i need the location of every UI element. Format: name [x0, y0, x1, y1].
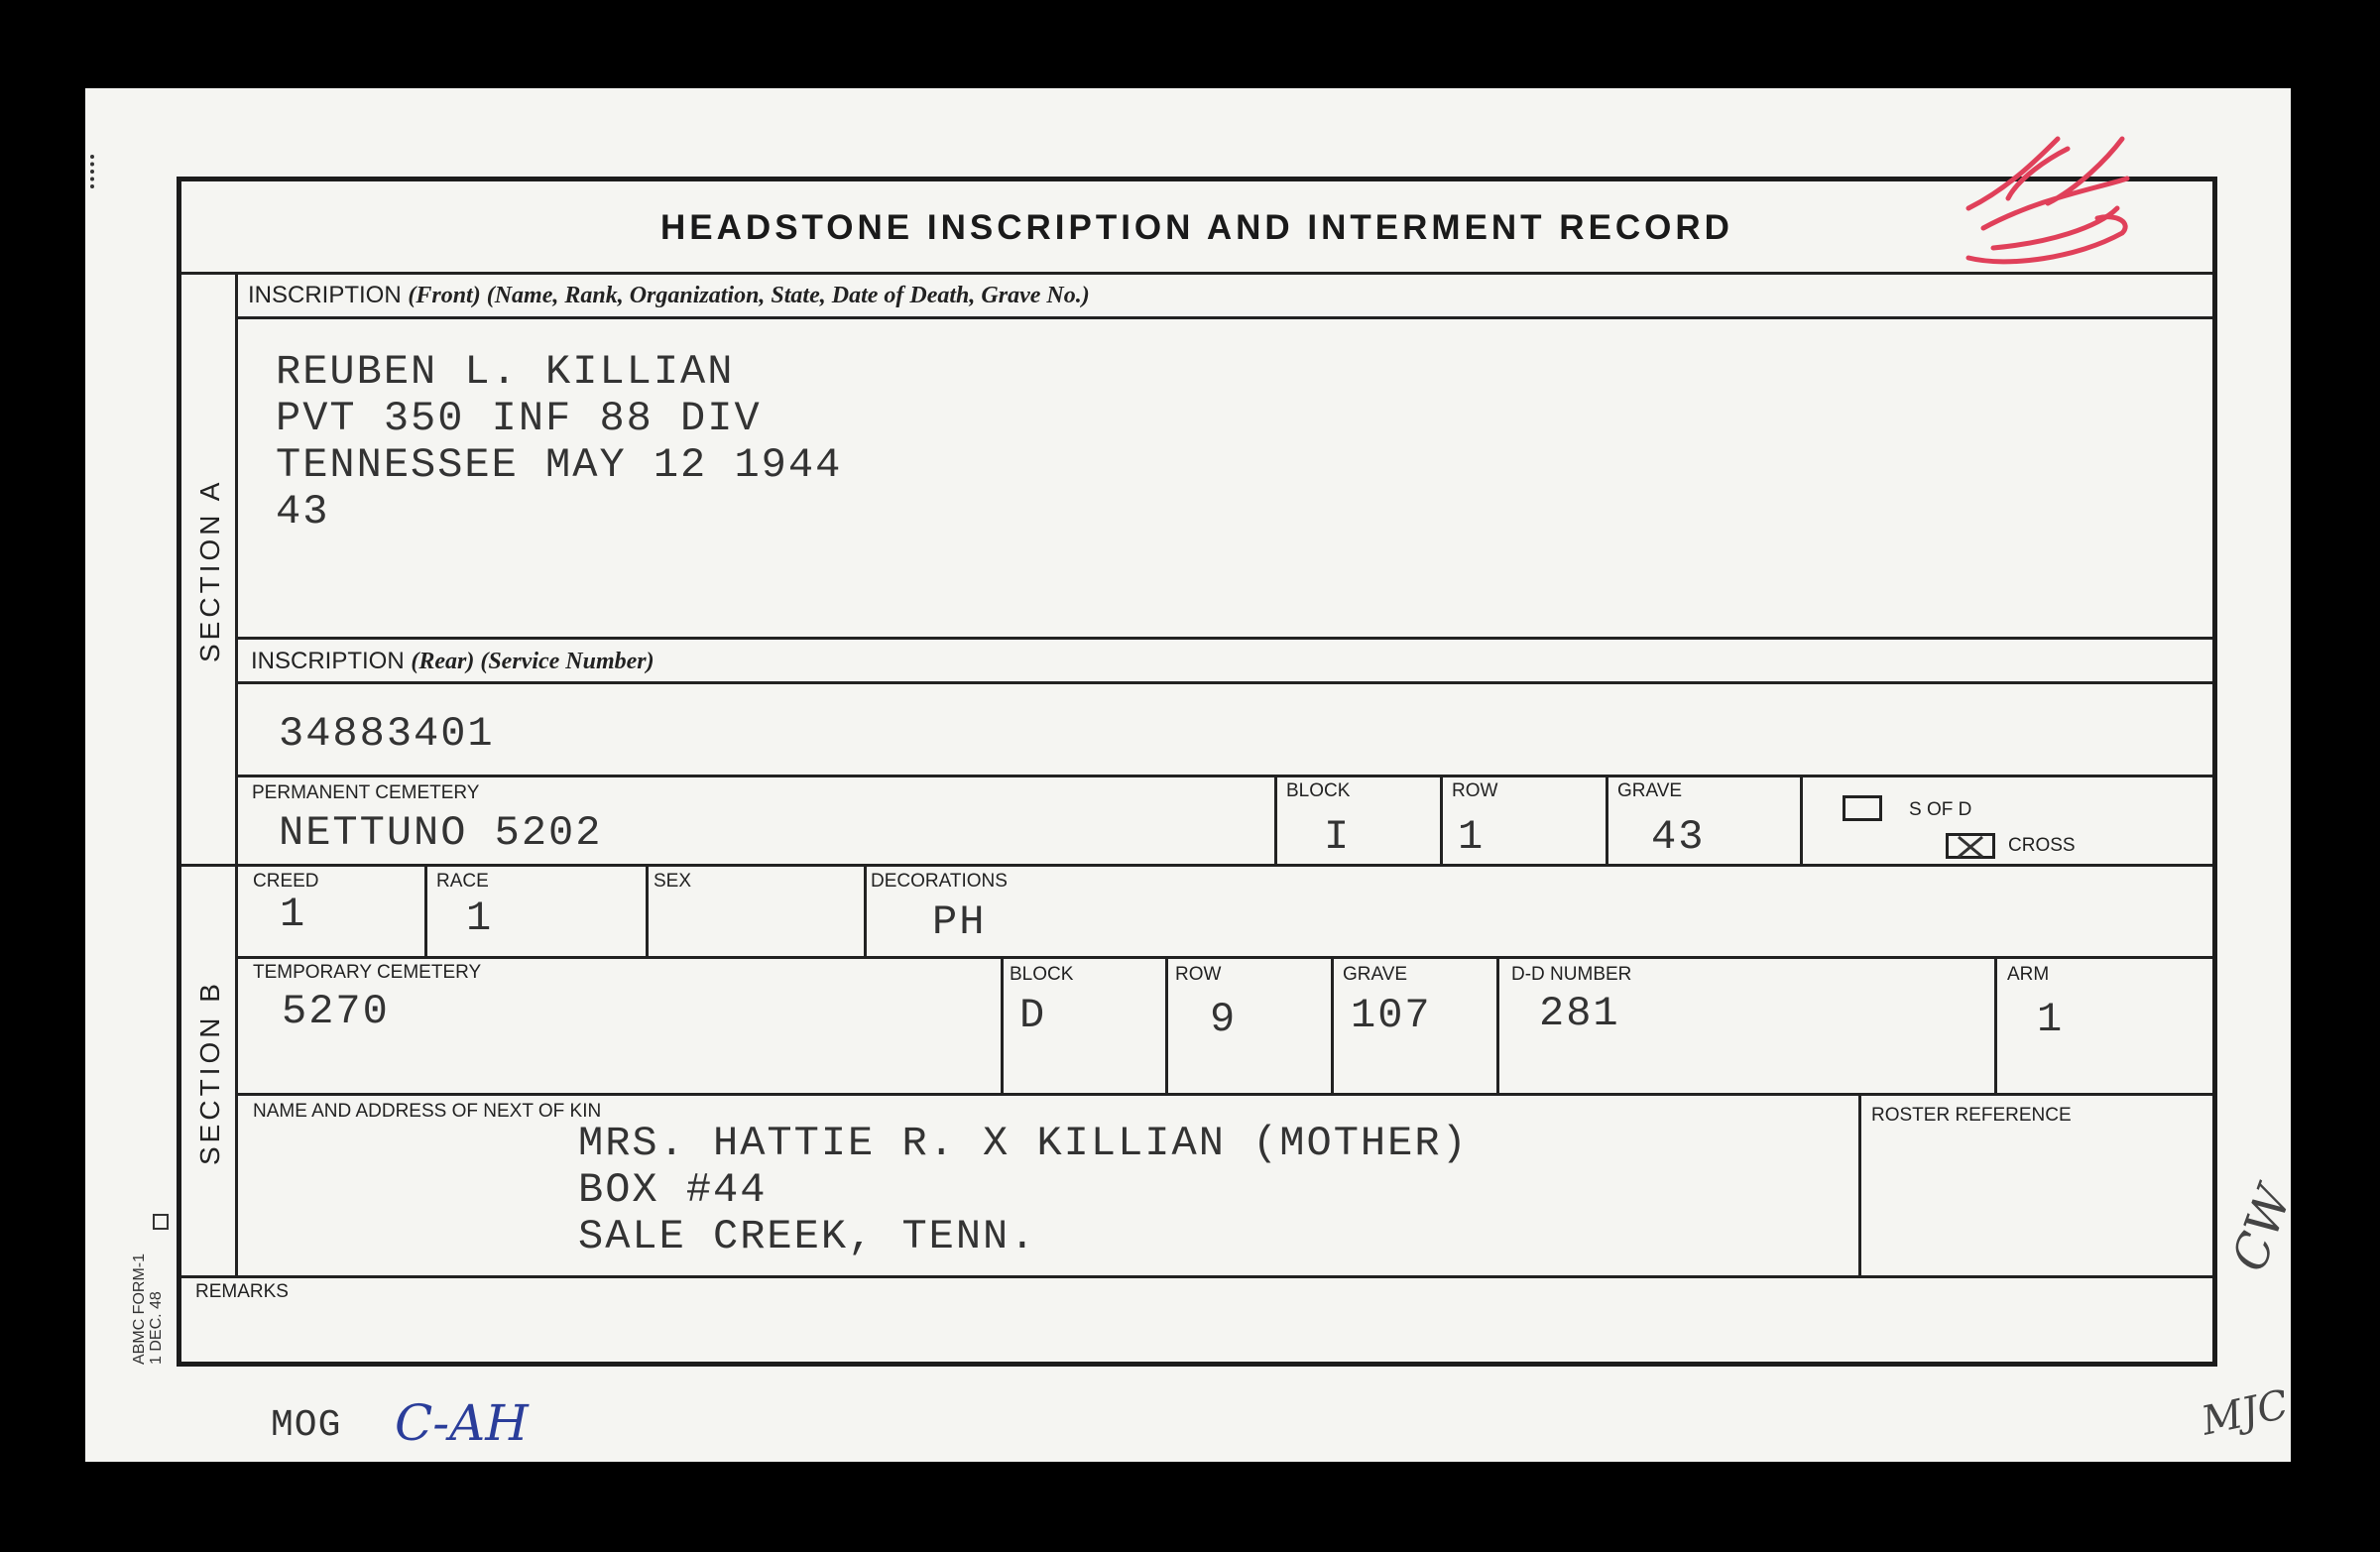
service-number: 34883401 — [279, 710, 495, 758]
x-mark-icon — [1949, 836, 1992, 858]
rule — [181, 864, 2212, 867]
creed-label: CREED — [253, 871, 319, 892]
rule — [235, 272, 238, 1278]
rule — [1331, 956, 1334, 1095]
arm-label: ARM — [2007, 964, 2050, 985]
dd-number-value: 281 — [1539, 990, 1620, 1037]
rule — [424, 864, 427, 958]
arm-value: 1 — [2037, 996, 2065, 1043]
rule — [238, 956, 2212, 959]
temporary-cemetery-value: 5270 — [282, 988, 390, 1035]
rule — [864, 864, 867, 958]
rule — [238, 1093, 2212, 1096]
temp-grave-label: GRAVE — [1343, 964, 1408, 985]
handwritten-code: C-AH — [395, 1394, 529, 1452]
s-of-d-checkbox[interactable] — [1843, 795, 1882, 821]
temp-block-label: BLOCK — [1010, 964, 1074, 985]
red-pencil-scribble-icon — [1949, 119, 2147, 268]
rule — [1800, 775, 1803, 866]
next-of-kin-text: MRS. HATTIE R. X KILLIAN (MOTHER) BOX #44 SALE CREEK, TENN. — [578, 1120, 1469, 1260]
perm-grave-value: 43 — [1651, 813, 1706, 861]
rule — [1001, 956, 1004, 1095]
rule — [181, 272, 2212, 275]
perm-row-label: ROW — [1452, 780, 1498, 801]
rule — [238, 637, 2212, 640]
dd-number-label: D-D NUMBER — [1511, 964, 1632, 985]
rule — [646, 864, 649, 958]
temporary-cemetery-label: TEMPORARY CEMETERY — [253, 962, 482, 983]
perm-row-value: 1 — [1458, 813, 1486, 861]
form-number: ABMC FORM-1 1 DEC. 48 — [131, 1254, 165, 1365]
rule — [238, 775, 2212, 777]
section-a-label: SECTION A — [194, 478, 225, 662]
margin-marks — [90, 155, 99, 188]
inscription-front-label: INSCRIPTION (Front) (Name, Rank, Organization, State, Date of Death, Grave No.) — [248, 282, 1090, 308]
rule — [238, 681, 2212, 684]
rule — [238, 316, 2212, 319]
next-of-kin-label: NAME AND ADDRESS OF NEXT OF KIN — [253, 1101, 602, 1122]
temp-grave-value: 107 — [1351, 992, 1432, 1039]
rule — [181, 1275, 2212, 1278]
bottom-right-initials: MJC — [2198, 1381, 2293, 1445]
permanent-cemetery-value: NETTUNO 5202 — [279, 809, 603, 857]
rule — [1440, 775, 1443, 866]
decorations-label: DECORATIONS — [871, 871, 1008, 892]
form-checkbox-icon — [153, 1214, 169, 1230]
perm-block-value: I — [1324, 813, 1352, 861]
rule — [1994, 956, 1997, 1095]
temp-row-label: ROW — [1175, 964, 1222, 985]
rule — [1496, 956, 1499, 1095]
creed-value: 1 — [280, 891, 307, 938]
cross-checkbox[interactable] — [1946, 833, 1995, 859]
sex-label: SEX — [654, 871, 692, 892]
temp-block-value: D — [1019, 992, 1047, 1039]
section-b-label: SECTION B — [194, 980, 225, 1165]
inscription-front-text: REUBEN L. KILLIAN PVT 350 INF 88 DIV TENNESSEE MAY 12 1944 43 — [276, 348, 843, 536]
race-value: 1 — [466, 895, 494, 942]
permanent-cemetery-label: PERMANENT CEMETERY — [252, 782, 480, 803]
temp-row-value: 9 — [1210, 996, 1238, 1043]
s-of-d-label: S OF D — [1909, 799, 1972, 820]
roster-reference-label: ROSTER REFERENCE — [1871, 1105, 2072, 1126]
cross-label: CROSS — [2008, 835, 2076, 856]
right-margin-initials: CW — [2221, 1179, 2304, 1279]
rule — [1858, 1093, 1861, 1277]
perm-grave-label: GRAVE — [1617, 780, 1683, 801]
perm-block-label: BLOCK — [1286, 780, 1351, 801]
mog-typed: MOG — [271, 1404, 342, 1447]
decorations-value: PH — [932, 898, 987, 946]
remarks-label: REMARKS — [195, 1281, 289, 1302]
form-title: HEADSTONE INSCRIPTION AND INTERMENT RECORD — [660, 208, 1733, 247]
rule — [1606, 775, 1608, 866]
rule — [1165, 956, 1168, 1095]
inscription-rear-label: INSCRIPTION (Rear) (Service Number) — [251, 648, 654, 674]
rule — [1274, 775, 1277, 866]
race-label: RACE — [436, 871, 489, 892]
